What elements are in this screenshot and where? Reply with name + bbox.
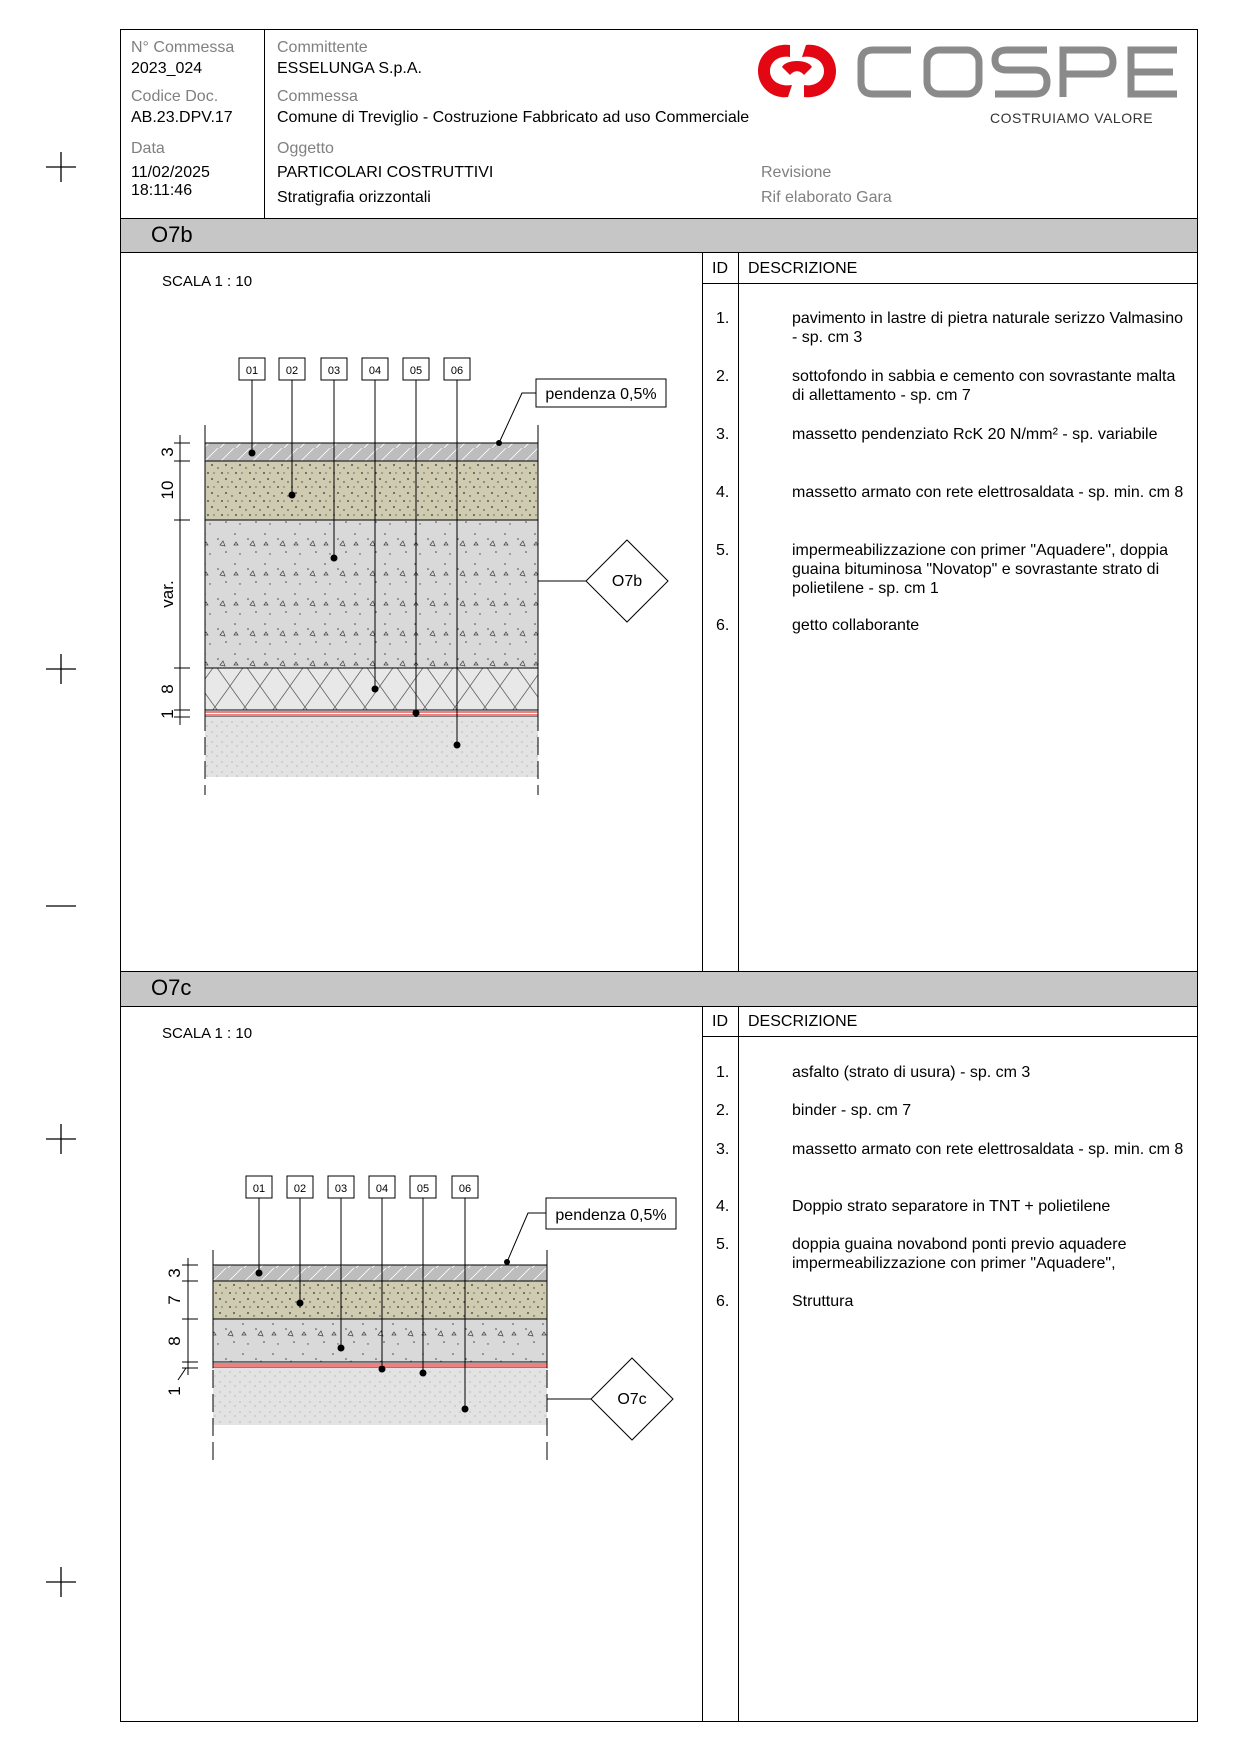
dimension-label: 10	[158, 480, 177, 500]
revisione-label: Revisione	[761, 164, 832, 181]
dimension-label: 3	[165, 1268, 184, 1278]
description-column-header: DESCRIZIONE	[748, 260, 858, 277]
cospe-wordmark	[855, 44, 1183, 100]
table-header-line-o7b	[702, 283, 1198, 284]
dimension-label: 1	[165, 1386, 184, 1396]
layer-tag: 02	[293, 1183, 307, 1195]
layer-tag: 02	[285, 365, 299, 377]
section-divider-o7b	[702, 253, 703, 971]
section-callout: O7c	[617, 1391, 647, 1408]
dimension-label: 8	[158, 684, 177, 694]
cospe-logo-icon	[752, 37, 842, 105]
id-column-header: ID	[712, 1013, 728, 1030]
time-value: 18:11:46	[131, 182, 193, 199]
layer-tag: 01	[252, 1183, 266, 1195]
layer-tag: 05	[409, 365, 423, 377]
codice-doc-label: Codice Doc.	[131, 88, 219, 105]
commessa-label: Commessa	[277, 88, 358, 105]
dimension-label: var.	[158, 580, 177, 608]
registration-cross-2	[46, 654, 76, 684]
id-column-divider-o7c	[738, 1007, 739, 1722]
id-column-header: ID	[712, 260, 728, 277]
slope-label: pendenza 0,5%	[555, 1207, 667, 1224]
oggetto-line2: Stratigrafia orizzontali	[277, 189, 431, 206]
commessa-number-label: N° Commessa	[131, 39, 235, 56]
layer-tag: 03	[327, 365, 341, 377]
section-code: O7c	[151, 975, 192, 1000]
registration-cross-4	[46, 1567, 76, 1597]
section-callout: O7b	[611, 573, 643, 590]
layer-tag: 04	[368, 365, 382, 377]
table-header-line-o7c	[702, 1036, 1198, 1037]
rif-elaborato-label: Rif elaborato Gara	[761, 189, 892, 206]
section-header-o7b	[121, 218, 1197, 253]
scale-label: SCALA 1 : 10	[162, 273, 253, 290]
description-column-header: DESCRIZIONE	[748, 1013, 858, 1030]
data-label: Data	[131, 140, 165, 157]
section-code: O7b	[151, 222, 193, 247]
stratigraphy-drawing-o7b	[140, 350, 680, 800]
date-value: 11/02/2025	[131, 164, 210, 181]
section-divider-o7c	[702, 1007, 703, 1722]
oggetto-label: Oggetto	[277, 140, 334, 157]
codice-doc: AB.23.DPV.17	[131, 109, 233, 126]
layer-tag: 06	[450, 365, 464, 377]
fold-mark	[46, 896, 76, 916]
commessa-description: Comune di Treviglio - Costruzione Fabbricato ad uso Commerciale	[277, 109, 750, 126]
registration-cross-1	[46, 152, 76, 182]
dimension-label: 8	[165, 1336, 184, 1346]
dimension-label: 3	[158, 447, 177, 457]
dimension-label: 7	[165, 1295, 184, 1305]
committente: ESSELUNGA S.p.A.	[277, 60, 422, 77]
stratigraphy-drawing-o7c	[148, 1170, 688, 1470]
layer-tag: 03	[334, 1183, 348, 1195]
registration-cross-3	[46, 1124, 76, 1154]
oggetto-line1: PARTICOLARI COSTRUTTIVI	[277, 164, 494, 181]
title-divider	[264, 29, 265, 218]
layer-tag: 05	[416, 1183, 430, 1195]
layer-tag: 01	[245, 365, 259, 377]
layer-tag: 06	[458, 1183, 472, 1195]
layer-tag: 04	[375, 1183, 389, 1195]
id-column-divider-o7b	[738, 253, 739, 971]
dimension-label: 1	[158, 709, 177, 719]
logo-tagline: COSTRUIAMO VALORE	[990, 110, 1154, 126]
slope-label: pendenza 0,5%	[545, 386, 657, 403]
committente-label: Committente	[277, 39, 368, 56]
scale-label: SCALA 1 : 10	[162, 1025, 253, 1042]
commessa-number: 2023_024	[131, 60, 203, 77]
section-header-o7c	[121, 971, 1197, 1007]
